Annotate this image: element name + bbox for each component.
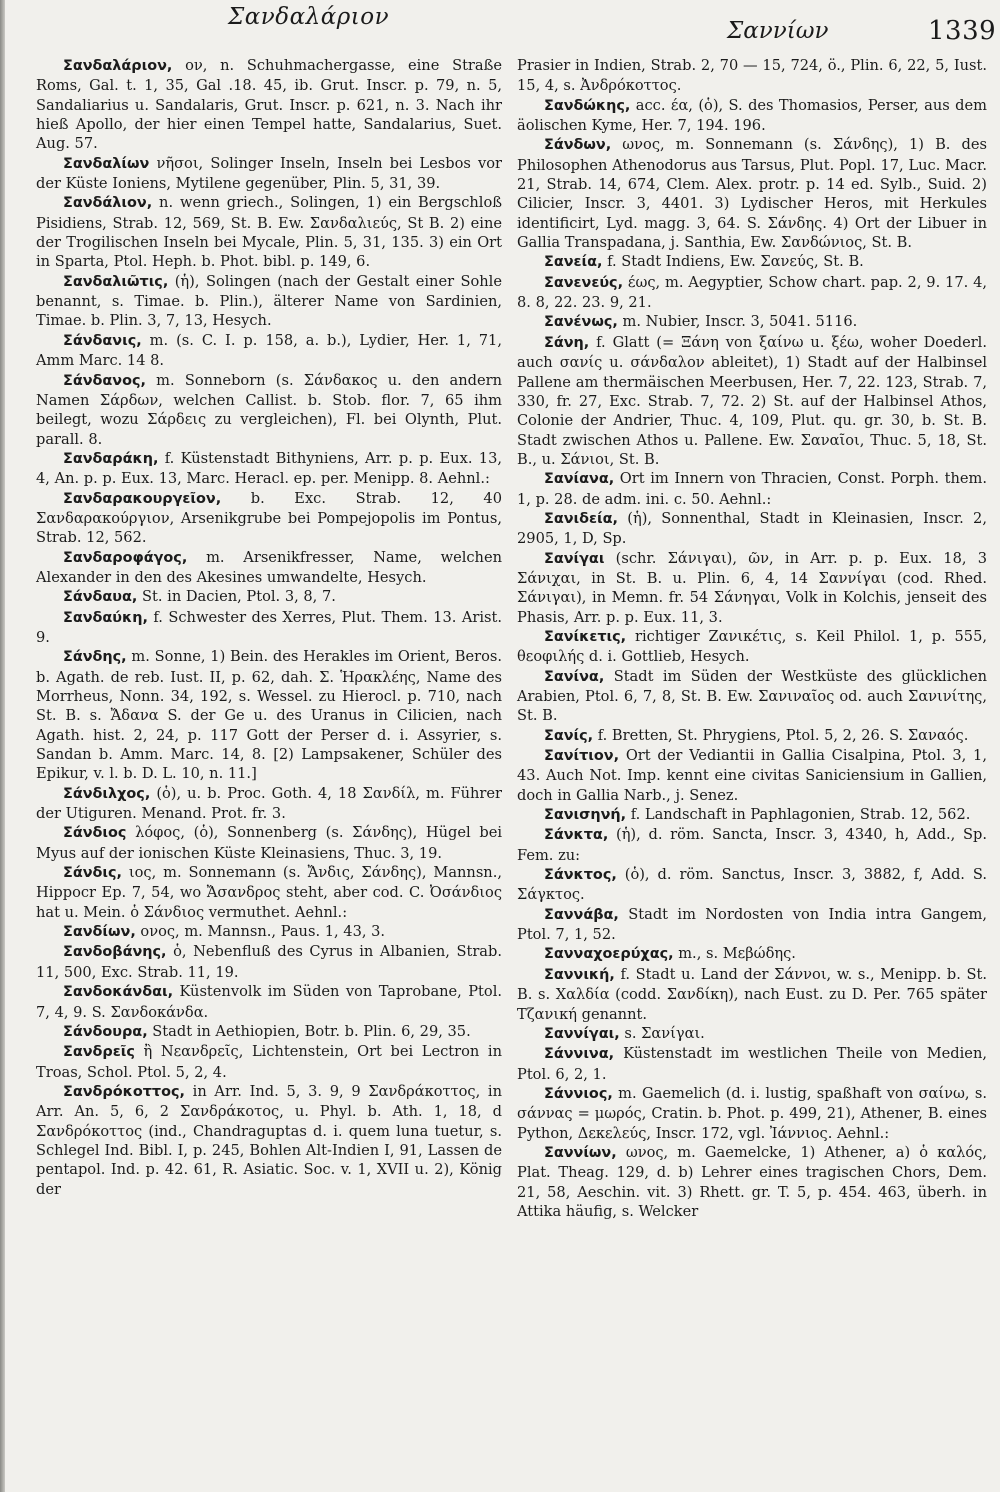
entry-text: ἢ Νεανδρεῖς, Lichtenstein, Ort bei Lectron in Troas, Schol. Ptol. 5, 2, 4. bbox=[36, 1043, 502, 1081]
entry-text: Küstenstadt im westlichen Theile von Medien, Ptol. 6, 2, 1. bbox=[517, 1045, 987, 1083]
right-running-head: Σαννίων bbox=[727, 18, 829, 44]
dictionary-entry bbox=[517, 1024, 987, 1044]
entry-headword: Σάνκτα, bbox=[544, 827, 609, 844]
entry-headword: Σανίκετις, bbox=[544, 628, 627, 645]
dictionary-entry bbox=[36, 193, 502, 271]
entry-text: ωνος, m. Gaemelcke, 1) Athener, a) ὁ καλός, Plat. Theag. 129, d. b) Lehrer eines tragischen Chors, Dem. 21, 58, Aeschin. vit. 3) Rhett. gr. T. 5, p. 454. 463, überh. in Attika häufig, s. Welcker bbox=[517, 1143, 987, 1220]
entry-text: richtiger Ζανικέτις, s. Keil Philol. 1, p. 555, θεοφιλής d. i. Gottlieb, Hesych. bbox=[517, 627, 987, 666]
dictionary-entry bbox=[36, 56, 502, 154]
entry-text: Stadt in Aethiopien, Botr. b. Plin. 6, 29, 35. bbox=[147, 1022, 471, 1040]
entry-headword: Σανδοβάνης, bbox=[63, 944, 167, 961]
dictionary-entry bbox=[36, 784, 502, 824]
entry-headword: Σανίνα, bbox=[544, 668, 605, 685]
entry-headword: Σανναχοερύχας, bbox=[544, 946, 674, 963]
entry-headword: Σανεία, bbox=[544, 254, 603, 271]
entry-headword: Σάνδιος bbox=[63, 825, 127, 842]
entry-headword: Σαννάβα, bbox=[544, 906, 619, 923]
left-running-head: Σανδαλάριον bbox=[228, 4, 390, 30]
entry-text: b. Exc. Strab. 12, 40 Σανδαρακούργιον, Arsenikgrube bei Pompejopolis im Pontus, Strab. 12, 562. bbox=[36, 489, 502, 547]
entry-headword: Σαννική, bbox=[544, 966, 615, 983]
entry-headword: Σανδαύκη, bbox=[63, 609, 148, 626]
entry-text: in Arr. Ind. 5, 3. 9, 9 Σανδράκοττος, in Arr. An. 5, 6, 2 Σανδράκοτος, u. Phyl. b. Ath. 1, 18, d Σανδρόκοττος (ind., Chandraguptas d. i. quem luna tuetur, s. Schlegel Ind. Bibl. I, p. 245, Bohlen Alt-Indien I, 91, Lassen de pentapol. Ind. p. 42. 61, R. Asiatic. Soc. v. 1, XVII u. 2), König der bbox=[36, 1082, 502, 1198]
dictionary-entry bbox=[36, 1022, 502, 1042]
entry-text: m. Gaemelich (d. i. lustig, spaßhaft von σαίνω, s. σάννας = μωρός, Cratin. b. Phot. p. 499, 21), Athener, B. eines Python, Δεκελεύς, Inscr. 172, vgl. Ἰάννιος. Aehnl.: bbox=[517, 1084, 987, 1142]
entry-text: f. Bretten, St. Phrygiens, Ptol. 5, 2, 26. S. Σαναός. bbox=[593, 726, 969, 744]
dictionary-entry bbox=[517, 905, 987, 945]
entry-text: ὁ, Nebenfluß des Cyrus in Albanien, Strab. 11, 500, Exc. Strab. 11, 19. bbox=[36, 943, 502, 981]
entry-text: Küstenvolk im Süden von Taprobane, Ptol. 7, 4, 9. S. Σανδοκάνδα. bbox=[36, 983, 502, 1021]
dictionary-entry bbox=[517, 469, 987, 509]
entry-headword: Σάνδαυα, bbox=[63, 589, 138, 606]
dictionary-entry bbox=[36, 863, 502, 922]
entry-headword: Σάνδανις, bbox=[63, 332, 142, 349]
dictionary-entry bbox=[517, 252, 987, 272]
entry-text: ονος, m. Mannsn., Paus. 1, 43, 3. bbox=[135, 923, 386, 941]
entry-headword: Σανδαροφάγος, bbox=[63, 549, 188, 566]
dictionary-entry bbox=[517, 549, 987, 627]
entry-text: Ort der Vediantii in Gallia Cisalpina, Ptol. 3, 1, 43. Auch Not. Imp. kennt eine civitas Saniciensium in Gallien, doch in Gallia Narb., j. Senez. bbox=[517, 747, 987, 804]
dictionary-entry bbox=[36, 922, 502, 942]
entry-text: St. in Dacien, Ptol. 3, 8, 7. bbox=[137, 588, 336, 606]
entry-headword: Σανδώκης, bbox=[544, 97, 631, 114]
entry-text: m. (s. C. I. p. 158, a. b.), Lydier, Her. 1, 71, Amm Marc. 14 8. bbox=[36, 331, 502, 370]
entry-headword: Σανίτιον, bbox=[544, 748, 620, 765]
entry-headword: Σανένως, bbox=[544, 314, 618, 331]
dictionary-entry bbox=[517, 312, 987, 332]
entry-headword: Σαννίγαι, bbox=[544, 1025, 620, 1042]
dictionary-entry bbox=[36, 154, 502, 194]
left-column bbox=[36, 56, 502, 1199]
entry-text: f. Glatt (= Ξάνη von ξαίνω u. ξέω, woher Doederl. auch σανίς u. σάνδαλον ableitet), 1) Stadt auf der Halbinsel Pallene am thermäischen Meerbusen, Her. 7, 22. 123, Strab. 7, 330, fr. 27, Exc. Strab. 7, 72. 2) St. auf der Halbinsel Athos, Colonie der Andrier, Thuc. 4, 109, Plut. qu. gr. 30, b. St. B. Stadt zwischen Athos u. Pallene. Ew. Σαναῖοι, Thuc. 5, 18, St. B., u. Σάνιοι, St. B. bbox=[517, 333, 987, 468]
entry-headword: Σανίγαι bbox=[544, 550, 605, 567]
dictionary-entry bbox=[517, 96, 987, 136]
dictionary-entry bbox=[517, 865, 987, 905]
dictionary-entry bbox=[36, 272, 502, 331]
right-column bbox=[517, 56, 987, 1221]
dictionary-entry bbox=[517, 1044, 987, 1084]
dictionary-entry bbox=[517, 273, 987, 313]
dictionary-entry bbox=[36, 1082, 502, 1199]
entry-text: s. Σανίγαι. bbox=[619, 1024, 705, 1042]
entry-text: f. Landschaft in Paphlagonien, Strab. 12, 562. bbox=[626, 806, 971, 824]
entry-headword: Σανδαλίων bbox=[63, 155, 150, 172]
entry-headword: Σανίανα, bbox=[544, 471, 615, 488]
entry-headword: Σανδαλάριον, bbox=[63, 58, 173, 74]
dictionary-entry bbox=[36, 489, 502, 548]
dictionary-entry bbox=[517, 1084, 987, 1143]
entry-headword: Σάνδιλχος, bbox=[63, 785, 151, 802]
entry-text: ιος, m. Sonnemann (s. Ἄνδις, Σάνδης), Mannsn., Hippocr Ep. 7, 54, wo Ἄσανδρος steht, aber cod. C. Ὀσάνδιος hat u. Mein. ὁ Σάνδιος vermuthet. Aehnl.: bbox=[36, 864, 502, 921]
dictionary-entry bbox=[517, 965, 987, 1024]
dictionary-entry bbox=[36, 823, 502, 863]
entry-text: m. Sonne, 1) Bein. des Herakles im Orient, Beros. b. Agath. de reb. Iust. II, p. 62, dah. Σ. Ἡρακλέης, Name des Morrheus, Nonn. 34, 192, s. Wessel. zu Hierocl. p. 710, nach St. B. s. Ἄδανα S. der Ge u. des Uranus in Cilicien, nach Agath. hist. 2, 24, p. 117 Gott der Perser d. i. Assyrier, s. Sandan b. Amm. Marc. 14, 8. [2) Lampsakener, Schüler des Epikur, v. l. b. D. L. 10, n. 11.] bbox=[36, 648, 502, 783]
entry-headword: Σάνδης, bbox=[63, 649, 127, 666]
entry-headword: Σάνδων, bbox=[544, 137, 612, 154]
entry-headword: Σανδάλιον, bbox=[63, 195, 153, 212]
entry-headword: Σάνη, bbox=[544, 334, 590, 351]
dictionary-entry bbox=[517, 1143, 987, 1221]
page-header bbox=[0, 0, 1000, 50]
entry-text: Stadt im Süden der Westküste des glücklichen Arabien, Ptol. 6, 7, 8, St. B. Ew. Σανιναῖος od. auch Σανινίτης, St. B. bbox=[517, 667, 987, 725]
entry-headword: Σαννίων, bbox=[544, 1144, 617, 1161]
dictionary-entry bbox=[517, 135, 987, 252]
page-number: 1339 bbox=[928, 16, 997, 46]
entry-text: f. Schwester des Xerres, Plut. Them. 13. Arist. 9. bbox=[36, 608, 502, 646]
page-binding-edge bbox=[0, 0, 5, 1492]
dictionary-entry bbox=[517, 509, 987, 549]
dictionary-entry bbox=[517, 726, 987, 746]
entry-headword: Σανδοκάνδαι, bbox=[63, 984, 174, 1001]
entry-headword: Σάνδανος, bbox=[63, 372, 146, 389]
dictionary-entry bbox=[517, 627, 987, 667]
dictionary-entry bbox=[517, 333, 987, 469]
dictionary-entry bbox=[36, 647, 502, 783]
entry-headword: Σάνδουρα, bbox=[63, 1023, 148, 1040]
dictionary-entry bbox=[517, 746, 987, 805]
dictionary-entry bbox=[36, 1042, 502, 1082]
entry-text: f. Küstenstadt Bithyniens, Arr. p. p. Eux. 13, 4, An. p. p. Eux. 13, Marc. Heracl. ep. per. Menipp. 8. Aehnl.: bbox=[36, 449, 502, 488]
entry-text: (ὁ), u. b. Proc. Goth. 4, 18 Σανδίλ, m. Führer der Utiguren. Menand. Prot. fr. 3. bbox=[36, 784, 502, 823]
entry-text: Ort im Innern von Thracien, Const. Porph. them. 1, p. 28. de adm. ini. c. 50. Aehnl.: bbox=[517, 470, 987, 508]
entry-headword: Σανδαράκη, bbox=[63, 450, 159, 467]
entry-text: f. Stadt Indiens, Ew. Σανεύς, St. B. bbox=[602, 253, 864, 271]
entry-text: m., s. Μεβώδης. bbox=[673, 945, 796, 963]
entry-headword: Σανδρεῖς bbox=[63, 1044, 135, 1061]
entry-text: m. Sonneborn (s. Σάνδακος u. den andern Namen Σάρδων, welchen Callist. b. Stob. flor. 7, 65 ihm beilegt, wozu Σάρδεις zu vergleichen), Fl. bei Olynth, Plut. parall. 8. bbox=[36, 371, 502, 448]
entry-headword: Σάννινα, bbox=[544, 1046, 615, 1063]
dictionary-entry bbox=[517, 825, 987, 865]
entry-text: (ἡ), Solingen (nach der Gestalt einer Sohle benannt, s. Timae. b. Plin.), älterer Name von Sardinien, Timae. b. Plin. 3, 7, 13, Hesych. bbox=[36, 272, 502, 330]
entry-text: ον, n. Schuhmachergasse, eine Straße Roms, Gal. t. 1, 35, Gal .18. 45, ib. Grut. Inscr. p. 79, n. 5, Sandaliarius u. Sandalaris, Grut. Inscr. p. 621, n. 3. Nach ihr hieß Apollo, der hier einen Tempel hatte, Sandalarius, Suet. Aug. 57. bbox=[36, 57, 502, 153]
dictionary-entry bbox=[36, 371, 502, 449]
dictionary-entry bbox=[36, 449, 502, 489]
entry-text: n. wenn griech., Solingen, 1) ein Bergschloß Pisidiens, Strab. 12, 569, St. B. Ew. Σανδαλιεύς, St B. 2) eine der Trogilischen Inseln bei Mycale, Plin. 5, 31, 135. 3) ein Ort in Sparta, Ptol. Heph. b. Phot. bibl. p. 149, 6. bbox=[36, 194, 502, 271]
dictionary-entry bbox=[36, 331, 502, 371]
dictionary-entry bbox=[517, 667, 987, 726]
entry-headword: Σανδαλιῶτις, bbox=[63, 273, 169, 290]
entry-headword: Σάννιος, bbox=[544, 1085, 613, 1102]
entry-headword: Σάνκτος, bbox=[544, 867, 617, 884]
dictionary-entry bbox=[517, 805, 987, 825]
entry-text: m. Arsenikfresser, Name, welchen Alexander in den des Akesines umwandelte, Hesych. bbox=[36, 548, 502, 586]
entry-headword: Σανδρόκοττος, bbox=[63, 1083, 185, 1100]
entry-text: νῆσοι, Solinger Inseln, Inseln bei Lesbos vor der Küste Ioniens, Mytilene gegenüber, Plin. 5, 31, 39. bbox=[36, 154, 502, 193]
dictionary-entry bbox=[36, 942, 502, 982]
entry-headword: Σανισηνή, bbox=[544, 807, 627, 824]
entry-headword: Σανιδεία, bbox=[544, 510, 618, 527]
dictionary-entry bbox=[517, 944, 987, 964]
entry-headword: Σανενεύς, bbox=[544, 274, 624, 291]
entry-text: (ἡ), Sonnenthal, Stadt in Kleinasien, Inscr. 2, 2905, 1, D, Sp. bbox=[517, 509, 987, 548]
entry-text: m. Nubier, Inscr. 3, 5041. 5116. bbox=[617, 313, 858, 331]
dictionary-entry bbox=[36, 608, 502, 648]
entry-text: (schr. Σάνιγαι), ῶν, in Arr. p. p. Eux. 18, 3 Σάνιχαι, in St. B. u. Plin. 6, 4, 14 Σαννίγαι (cod. Rhed. Σάνιγαι), in Memn. fr. 54 Σάνηγαι, Volk in Kolchis, jenseit des Phasis, Arr. p. p. Eux. 11, 3. bbox=[517, 549, 987, 626]
entry-headword: Σανίς, bbox=[544, 727, 594, 744]
entry-text: Prasier in Indien, Strab. 2, 70 — 15, 724, ö., Plin. 6, 22, 5, Iust. 15, 4, s. Ἀνδρόκοττος. bbox=[517, 57, 987, 95]
dictionary-entry bbox=[36, 548, 502, 588]
entry-text: acc. έα, (ὁ), S. des Thomasios, Perser, aus dem äolischen Kyme, Her. 7, 194. 196. bbox=[517, 96, 987, 135]
dictionary-entry bbox=[36, 982, 502, 1022]
entry-text: έως, m. Aegyptier, Schow chart. pap. 2, 9. 17. 4, 8. 8, 22. 23. 9, 21. bbox=[517, 273, 987, 312]
entry-text: (ὁ), d. röm. Sanctus, Inscr. 3, 3882, f, Add. S. Σάγκτος. bbox=[517, 866, 987, 904]
dictionary-entry bbox=[517, 56, 987, 96]
entry-headword: Σανδίων, bbox=[63, 924, 136, 941]
entry-text: ωνος, m. Sonnemann (s. Σάνδης), 1) B. des Philosophen Athenodorus aus Tarsus, Plut. Popl. 17, Luc. Macr. 21, Strab. 14, 674, Clem. Alex. protr. p. 14 ed. Sylb., Suid. 2) Cilicier, Inscr. 3, 4401. 3) Lydischer Heros, mit Herkules identificirt, Lyd. magg. 3, 64. S. Σάνδης. 4) Ort der Libuer in Gallia Transpadana, j. Santhia, Ew. Σανδώνιος, St. B. bbox=[517, 136, 987, 252]
entry-headword: Σάνδις, bbox=[63, 865, 123, 882]
entry-headword: Σανδαρακουργεῖον, bbox=[63, 490, 222, 507]
entry-text: f. Stadt u. Land der Σάννοι, w. s., Menipp. b. St. B. s. Χαλδία (codd. Σανδίκη), nach Eust. zu D. Per. 765 später Τζανική genannt. bbox=[517, 965, 987, 1023]
entry-text: Stadt im Nordosten von India intra Gangem, Ptol. 7, 1, 52. bbox=[517, 905, 987, 944]
entry-text: λόφος, (ὁ), Sonnenberg (s. Σάνδης), Hügel bei Myus auf der ionischen Küste Kleinasiens, Thuc. 3, 19. bbox=[36, 824, 502, 862]
dictionary-entry bbox=[36, 587, 502, 607]
entry-text: (ἡ), d. röm. Sancta, Inscr. 3, 4340, h, Add., Sp. Fem. zu: bbox=[517, 826, 987, 864]
